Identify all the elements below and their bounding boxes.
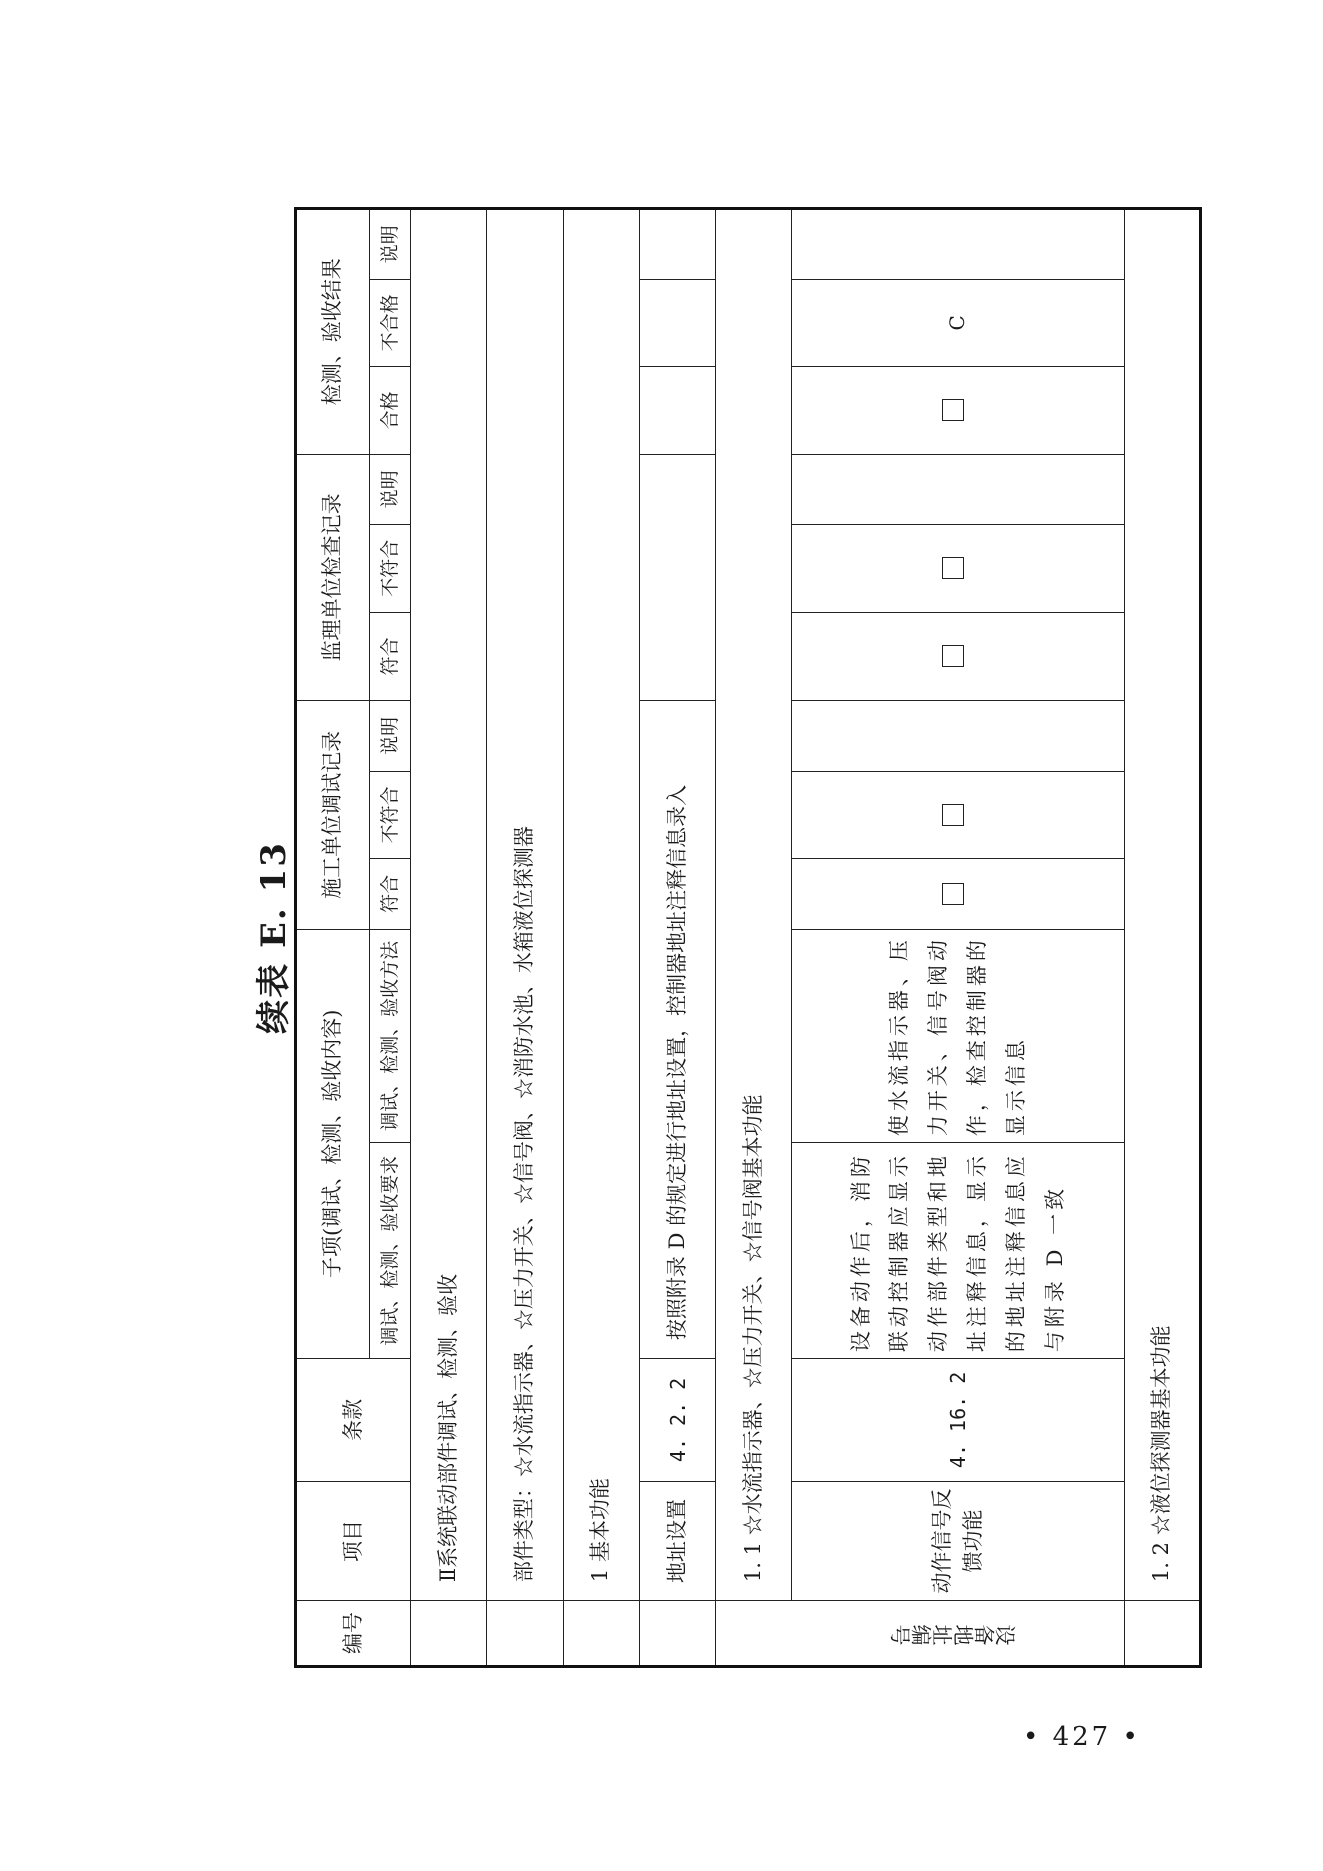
header-pass: 合格 [369,367,410,454]
header-result: 检测、验收结果 [296,209,370,455]
header-sup-conform: 符合 [369,612,410,701]
header-sup-note: 说明 [369,454,410,524]
sup-nonconform-check[interactable] [792,525,1124,612]
rotated-page [246,207,1174,1668]
con-nonconform-check[interactable] [792,771,1124,858]
acceptance-table [294,207,1202,1668]
header-sub: 子项(调试、检测、验收内容) [296,929,370,1359]
page-number: • 427 • [1023,1722,1141,1752]
header-requirement: 调试、检测、验收要求 [369,1143,410,1359]
table-caption: 续表 E. 13 [254,841,294,1034]
header-con-nonconform: 不符合 [369,771,410,858]
sub-heading-1-1: 1. 1 ☆水流指示器、☆压力开关、☆信号阀基本功能 [716,209,792,1601]
fail-mark: C [792,279,1124,366]
header-construction: 施工单位调试记录 [296,701,370,929]
sup-note-cell [792,454,1124,524]
address-requirement: 按照附录 D 的规定进行地址设置，控制器地址注释信息录入 [639,701,715,1359]
section-title: Ⅱ系统联动部件调试、检测、验收 [411,209,487,1601]
address-item: 地址设置 [639,1481,715,1600]
header-item: 项目 [296,1481,411,1600]
con-note-cell [792,701,1124,771]
header-con-conform: 符合 [369,859,410,929]
basic-function: 1 基本功能 [563,209,639,1601]
header-sup-nonconform: 不符合 [369,525,410,612]
feedback-item: 动作信号反馈功能 [792,1481,1124,1600]
feedback-requirement: 设备动作后，消防联动控制器应显示动作部件类型和地址注释信息，显示的地址注释信息应与附录 D 一致 [792,1143,1124,1359]
sup-conform-check[interactable] [792,612,1124,701]
pass-check[interactable] [792,367,1124,454]
header-clause: 条款 [296,1359,411,1482]
header-con-note: 说明 [369,701,410,771]
header-fail: 不合格 [369,279,410,366]
device-number: 设备地址编号 [792,1601,1124,1667]
address-clause: 4. 2. 2 [639,1359,715,1482]
feedback-method: 使水流指示器、压力开关、信号阀动作，检查控制器的显示信息 [792,929,1124,1143]
header-supervision: 监理单位检查记录 [296,454,370,701]
header-res-note: 说明 [369,209,410,280]
res-note-cell [792,209,1124,280]
sub-heading-1-2: 1. 2 ☆液位探测器基本功能 [1124,209,1200,1601]
component-types: 部件类型：☆水流指示器、☆压力开关、☆信号阀、☆消防水池、水箱液位探测器 [487,209,563,1601]
con-conform-check[interactable] [792,859,1124,929]
feedback-clause: 4. 16. 2 [792,1359,1124,1482]
header-no: 编号 [296,1601,411,1667]
header-method: 调试、检测、验收方法 [369,929,410,1143]
